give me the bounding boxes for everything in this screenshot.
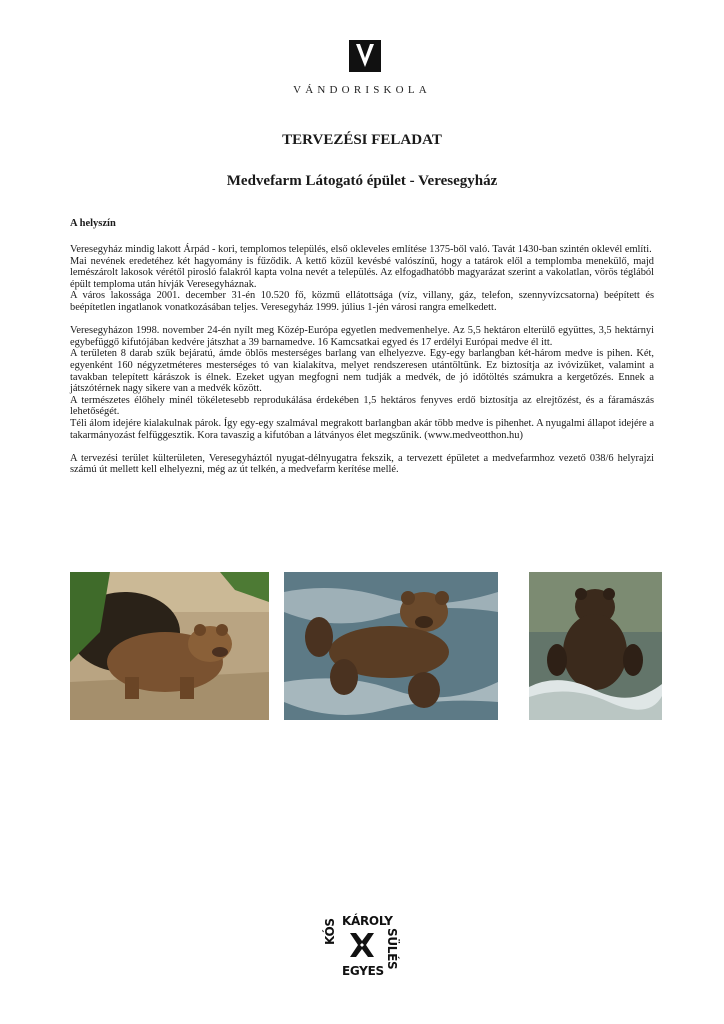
- paragraph: Veresegyház mindig lakott Árpád - kori, templomos település, első okleveles említése 1375-ből való. Tavát 1430-ban szintén oklevél említi.: [70, 244, 652, 255]
- bear-in-cave-photo: [70, 572, 269, 720]
- paragraph: Veresegyházon 1998. november 24-én nyílt meg Közép-Európa egyetlen medvemenhelye. Az 5,5 hektáron elterülő együttes, 3,5 hektárnyi egybefüggő kifutójában kedvére játszhat a 39 barnamedve. 16 Kamcsatkai egyed és 17 erdélyi Európai medve él itt.: [70, 325, 654, 348]
- bear-swimming-photo: [284, 572, 498, 720]
- logo-word-bottom: EGYES: [342, 964, 384, 978]
- v-emblem-icon: [349, 40, 381, 72]
- koska-logo: [323, 914, 399, 978]
- page-subtitle: Medvefarm Látogató épület - Veresegyház: [226, 173, 498, 189]
- page-title: TERVEZÉSI FELADAT: [282, 132, 442, 148]
- bear-standing-in-water-photo: [529, 572, 662, 720]
- cross-emblem-icon: [348, 931, 376, 959]
- logo-word-top: KÁROLY: [342, 914, 393, 928]
- paragraph: A természetes élőhely minél tökéletesebb reprodukálása érdekében 1,5 hektáros fenyves erdő biztosítja az elrejtőzést, és a fáramászás lehetőségét.: [70, 394, 654, 418]
- logo-word-right: SÜLÉS: [385, 928, 399, 970]
- section-heading: A helyszín: [70, 218, 116, 229]
- brand-name: VÁNDORISKOLA: [293, 84, 431, 96]
- paragraph: A területen 8 darab szűk bejáratú, ámde öblös mesterséges barlang van elhelyezve. Egy-egy barlangban két-három medve is pihen. Két, egyenként 160 négyzetméteres mesterséges tó van kialakítva, melyet rendszeresen utántöltünk. Ez biztosítja az ivóvizüket, valamint a tavakban telepített kárászok is élnek. Ezeket ugyan megfogni nem tudják a medvék, de jó időtöltés számukra a kergetőzés. Ennek a játszótérnek nagy sikere van a medvék között.: [70, 348, 654, 395]
- paragraph: A tervezési terület külterületen, Veresegyháztól nyugat-délnyugatra fekszik, a tervezett épületet a medvefarmhoz vezető 038/6 helyrajzi számú út mellett kell elhelyezni, még az út telkén, a medvefarm kerítése mellé.: [70, 452, 654, 476]
- paragraph: A város lakossága 2001. december 31-én 10.520 fő, közmű ellátottsága (víz, villany, gáz, telefon, szennyvízcsatorna) beépített és beépítetlen ingatlanok vonatkozásában teljes. Veresegyház 1999. július 1-jén városi rangra emelkedett.: [70, 290, 654, 313]
- paragraph: Téli álom idejére kialakulnak párok. Így egy-egy szalmával megrakott barlangban akár több medve is pihenhet. A nyugalmi állapot idejére a takarmányozást felfüggesztik. Kora tavaszig a kifutóban a látványos élet megszűnik. (www.medveotthon.hu): [70, 417, 654, 441]
- logo-word-left: KÓS: [323, 918, 337, 945]
- body-text: [70, 244, 654, 476]
- paragraph: Mai nevének eredetéhez két hagyomány is fűződik. A kettő közül kevésbé valószínű, hogy a tatárok elől a templomba menekülő, majd lemészárolt lakosok vérétől pirosló falakról kapta volna nevét a település. Az elfogadhatóbb magyarázat szerint a vakolatlan, vörös téglából épült temploma után hívják Veresegyháznak.: [70, 255, 654, 290]
